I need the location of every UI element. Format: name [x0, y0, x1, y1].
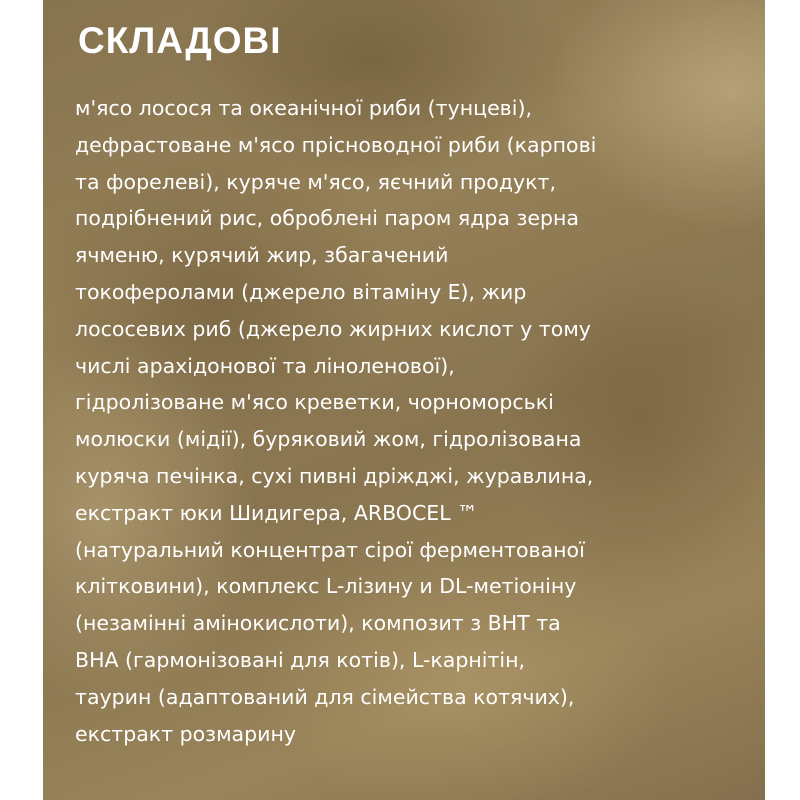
- ingredients-card: [43, 0, 765, 800]
- section-title: СКЛАДОВІ: [78, 20, 282, 61]
- ingredients-text: м'ясо лосося та океанічної риби (тунцеві), дефрастоване м'ясо прісноводної риби (карпові та форелеві), куряче м'ясо, яєчний продукт, подрібнений рис, оброблені паром ядра зерна ячменю, курячий жир, збагачений токоферолами (джерело вітаміну Е), жир лососевих риб (джерело жирних кислот у тому числі арахідонової та ліноленової), гідролізоване м'ясо креветки, чорноморські молюски (мідії), буряковий жом, гідролізована куряча печінка, сухі пивні дріжджі, журавлина, екстракт юки Шидигера, ARBOCEL ™ (натуральний концентрат сірої ферментованої клітковини), комплекс L-лізину и DL-метіоніну (незамінні амінокислоти), композит з ВНТ та ВНА (гармонізовані для котів), L-карнітін, таурин (адаптований для сімейства котячих), екстракт розмарину: [75, 96, 597, 746]
